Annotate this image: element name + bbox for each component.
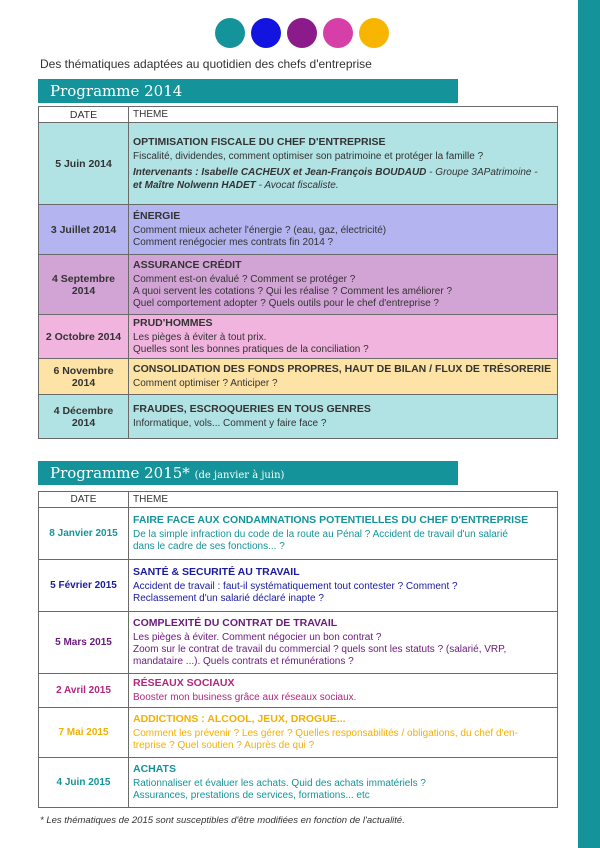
theme-title: COMPLEXITÉ DU CONTRAT DE TRAVAIL xyxy=(133,617,338,629)
theme-description xyxy=(133,728,553,752)
description-line: A quoi servent les cotations ? Qui les réalise ? Comment les améliorer ? xyxy=(133,286,453,297)
description-line: De la simple infraction du code de la route au Pénal ? Accident de travail d'un salarié xyxy=(133,529,508,540)
right-accent-bar xyxy=(578,0,600,848)
table-row xyxy=(39,674,558,708)
theme-title: ASSURANCE CRÉDIT xyxy=(133,259,242,271)
theme-title: ADDICTIONS : ALCOOL, JEUX, DROGUE... xyxy=(133,713,346,725)
program-2015-banner xyxy=(38,461,458,485)
description-line: Les pièges à éviter. Comment négocier un bon contrat ? xyxy=(133,632,382,643)
description-line: Les pièges à éviter à tout prix. xyxy=(133,332,267,343)
description-line: Booster mon business grâce aux réseaux sociaux. xyxy=(133,692,357,703)
program-2015-title: Programme 2015* xyxy=(50,464,190,482)
description-line: Comment les prévenir ? Les gérer ? Quelles responsabilités / obligations, du chef d'en- xyxy=(133,728,518,739)
description-line: Comment mieux acheter l'énergie ? (eau, gaz, électricité) xyxy=(133,225,387,236)
row-theme xyxy=(129,255,558,315)
theme-description xyxy=(133,378,553,390)
description-line: Reclassement d'un salarié déclaré inapte ? xyxy=(133,593,324,604)
description-line: treprise ? Quel soutien ? Auprès de qui ? xyxy=(133,740,315,751)
row-theme xyxy=(129,395,558,439)
description-line: Accident de travail : faut-il systématiquement tout contester ? Comment ? xyxy=(133,581,458,592)
description-line: Zoom sur le contrat de travail du commercial ? quels sont les statuts ? (salarié, VRP, xyxy=(133,644,507,655)
footnote: * Les thématiques de 2015 sont susceptibles d'être modifiées en fonction de l'actualité. xyxy=(40,815,405,826)
description-line: Quelles sont les bonnes pratiques de la conciliation ? xyxy=(133,344,369,355)
theme-description xyxy=(133,529,553,553)
color-dot xyxy=(215,18,245,48)
row-date: 6 Novembre 2014 xyxy=(39,359,129,395)
theme-description xyxy=(133,274,553,310)
program-2014-table xyxy=(38,106,558,439)
table-row xyxy=(39,708,558,758)
description-line: mandataire ...). Quels contrats et rémunérations ? xyxy=(133,656,354,667)
row-date: 3 Juillet 2014 xyxy=(39,205,129,255)
row-theme xyxy=(129,612,558,674)
theme-title: FAIRE FACE AUX CONDAMNATIONS POTENTIELLES DU CHEF D'ENTREPRISE xyxy=(133,514,529,526)
table-row xyxy=(39,395,558,439)
header-theme: THEME xyxy=(129,107,558,123)
color-dots xyxy=(215,18,389,48)
row-theme xyxy=(129,359,558,395)
speaker-names: Intervenants : Isabelle CACHEUX et Jean-François BOUDAUD xyxy=(133,166,427,178)
color-dot xyxy=(251,18,281,48)
theme-description xyxy=(133,778,553,802)
description-line: Rationnaliser et évaluer les achats. Quid des achats immatériels ? xyxy=(133,778,426,789)
theme-title: RÉSEAUX SOCIAUX xyxy=(133,677,235,689)
row-theme xyxy=(129,123,558,205)
header-date: DATE xyxy=(39,107,129,123)
theme-description xyxy=(133,692,553,704)
row-theme xyxy=(129,674,558,708)
row-date: 2 Avril 2015 xyxy=(39,674,129,708)
theme-title: SANTÉ & SECURITÉ AU TRAVAIL xyxy=(133,566,300,578)
table-row xyxy=(39,508,558,560)
theme-title: PRUD'HOMMES xyxy=(133,317,213,329)
theme-description xyxy=(133,151,553,163)
description-line: Informatique, vols... Comment y faire face ? xyxy=(133,418,327,429)
header-date: DATE xyxy=(39,492,129,508)
table-row xyxy=(39,315,558,359)
theme-description xyxy=(133,632,553,668)
theme-description xyxy=(133,581,553,605)
color-dot xyxy=(287,18,317,48)
speakers xyxy=(133,166,553,192)
description-line: Quel comportement adopter ? Quels outils pour le chef d'entreprise ? xyxy=(133,298,439,309)
description-line: dans le cadre de ses fonctions... ? xyxy=(133,541,285,552)
theme-title: OPTIMISATION FISCALE DU CHEF D'ENTREPRISE xyxy=(133,135,386,148)
header-theme: THEME xyxy=(129,492,558,508)
theme-title: CONSOLIDATION DES FONDS PROPRES, HAUT DE BILAN / FLUX DE TRÉSORERIE xyxy=(133,363,552,375)
page-subtitle: Des thématiques adaptées au quotidien des chefs d'entreprise xyxy=(40,57,372,71)
table-row xyxy=(39,612,558,674)
table-row xyxy=(39,123,558,205)
description-line: Comment renégocier mes contrats fin 2014 ? xyxy=(133,237,334,248)
row-date: 8 Janvier 2015 xyxy=(39,508,129,560)
theme-description xyxy=(133,332,553,356)
table-row xyxy=(39,758,558,808)
speaker-organisation: - Avocat fiscaliste. xyxy=(255,179,339,191)
row-theme xyxy=(129,205,558,255)
theme-description xyxy=(133,225,553,249)
speakers-line xyxy=(133,166,553,179)
row-date: 4 Septembre 2014 xyxy=(39,255,129,315)
row-theme xyxy=(129,758,558,808)
theme-title: ÉNERGIE xyxy=(133,210,181,222)
row-theme xyxy=(129,560,558,612)
row-date: 5 Juin 2014 xyxy=(39,123,129,205)
row-theme xyxy=(129,315,558,359)
program-2015-title-note: (de janvier à juin) xyxy=(194,470,285,481)
color-dot xyxy=(323,18,353,48)
row-theme xyxy=(129,708,558,758)
theme-title: FRAUDES, ESCROQUERIES EN TOUS GENRES xyxy=(133,403,371,415)
row-date: 7 Mai 2015 xyxy=(39,708,129,758)
speakers-line xyxy=(133,179,553,192)
row-date: 5 Mars 2015 xyxy=(39,612,129,674)
theme-title: ACHATS xyxy=(133,763,176,775)
row-date: 4 Décembre 2014 xyxy=(39,395,129,439)
program-2014-title: Programme 2014 xyxy=(50,82,183,100)
description-line: Fiscalité, dividendes, comment optimiser son patrimoine et protéger la famille ? xyxy=(133,150,484,162)
speaker-names: et Maître Nolwenn HADET xyxy=(133,179,256,191)
table-header-row xyxy=(39,492,558,508)
theme-description xyxy=(133,418,553,430)
row-theme xyxy=(129,508,558,560)
table-header-row xyxy=(39,107,558,123)
speaker-organisation: - Groupe 3APatrimoine - xyxy=(426,166,538,178)
table-row xyxy=(39,359,558,395)
row-date: 4 Juin 2015 xyxy=(39,758,129,808)
row-date: 5 Février 2015 xyxy=(39,560,129,612)
table-row xyxy=(39,205,558,255)
table-row xyxy=(39,255,558,315)
description-line: Comment optimiser ? Anticiper ? xyxy=(133,378,278,389)
description-line: Assurances, prestations de services, formations... etc xyxy=(133,790,370,801)
program-2014-banner xyxy=(38,79,458,103)
description-line: Comment est-on évalué ? Comment se protéger ? xyxy=(133,274,356,285)
table-row xyxy=(39,560,558,612)
row-date: 2 Octobre 2014 xyxy=(39,315,129,359)
color-dot xyxy=(359,18,389,48)
program-2015-table xyxy=(38,491,558,808)
